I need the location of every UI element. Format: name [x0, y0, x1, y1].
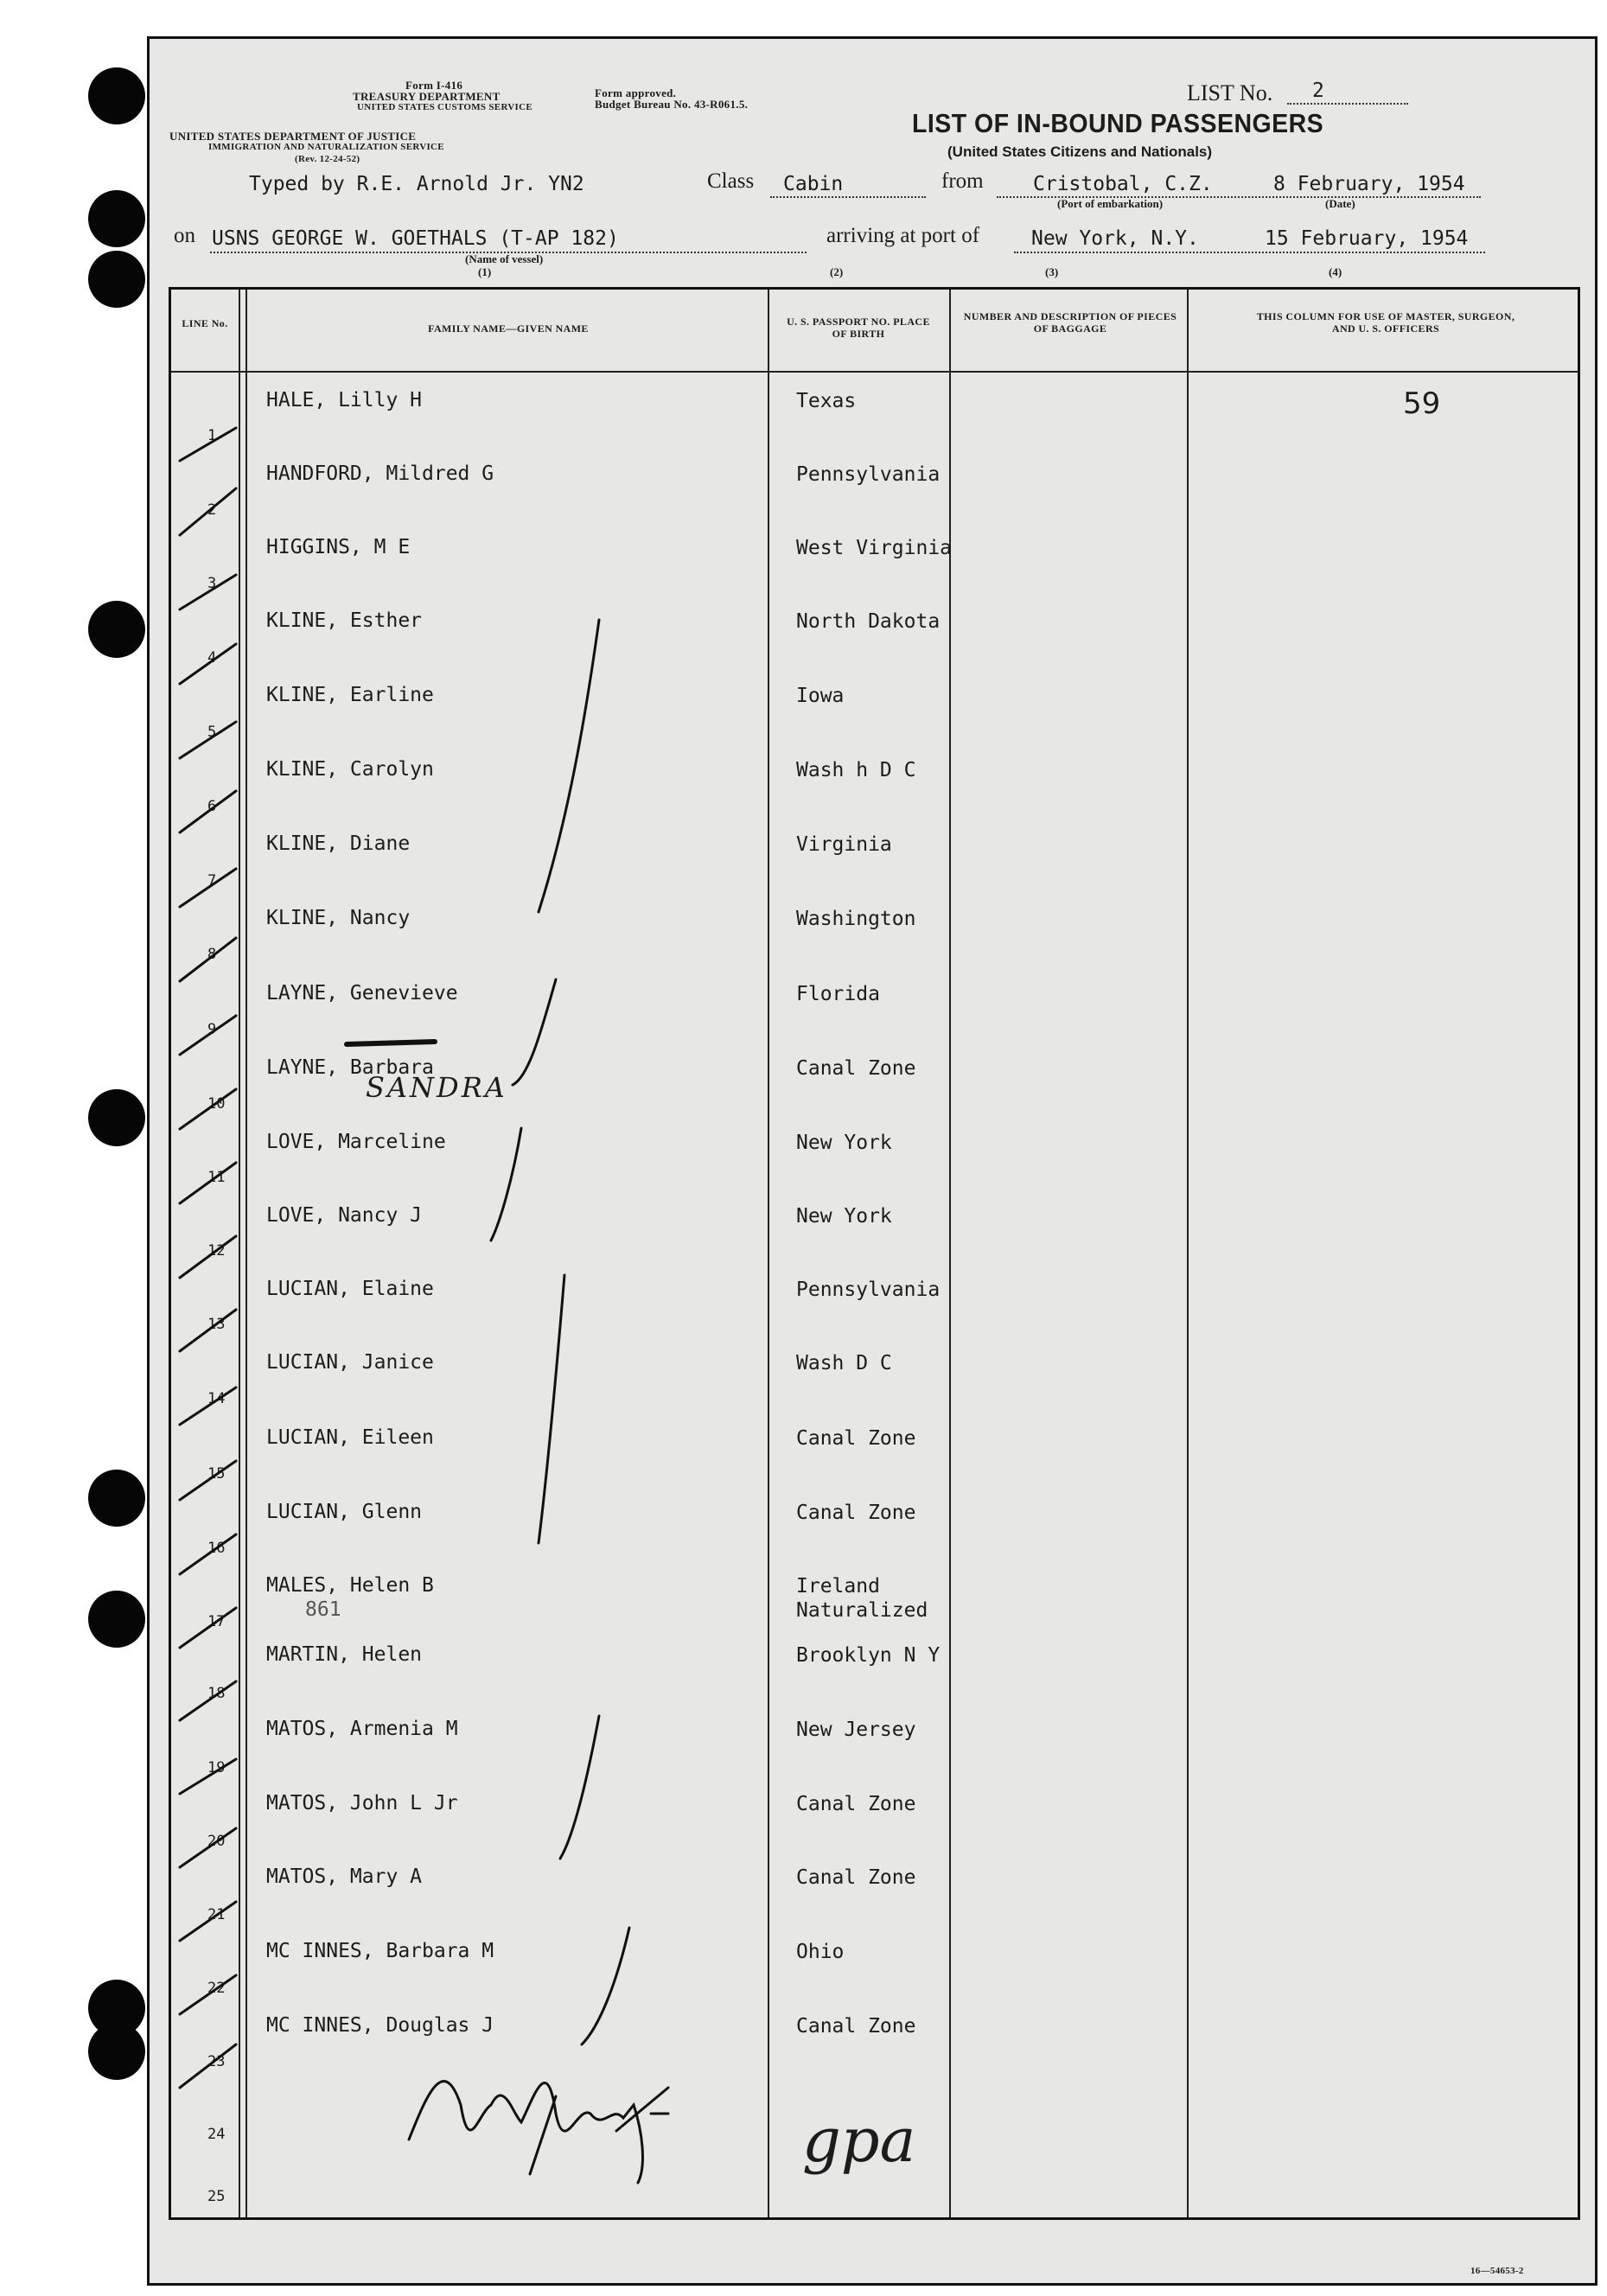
- passenger-name: LOVE, Marceline: [266, 1131, 446, 1153]
- passenger-name: MARTIN, Helen: [266, 1643, 423, 1666]
- passenger-birthplace: Ireland: [796, 1575, 880, 1598]
- line-number: 15: [207, 1465, 226, 1483]
- form-footer-code: 16—54653-2: [1470, 2266, 1524, 2276]
- form-approved: Form approved.: [595, 86, 677, 99]
- line-number: 17: [207, 1613, 226, 1630]
- line-number: 6: [207, 798, 217, 815]
- vessel-name: USNS GEORGE W. GOETHALS (T-AP 182): [212, 227, 619, 250]
- line-number: 3: [207, 575, 217, 592]
- passenger-name: LAYNE, Genevieve: [266, 982, 458, 1004]
- line-number: 2: [207, 501, 217, 519]
- line-number: 10: [207, 1095, 226, 1113]
- arrival-date: 15 February, 1954: [1265, 227, 1469, 250]
- col-header-passport: U. S. PASSPORT NO. PLACE OF BIRTH: [787, 316, 930, 340]
- passenger-birthplace: Canal Zone: [796, 1502, 916, 1524]
- manifest-page: [147, 36, 1597, 2286]
- line-number: 11: [207, 1169, 226, 1186]
- passenger-name: KLINE, Nancy: [266, 907, 411, 929]
- officer-note: 59: [1403, 386, 1441, 421]
- class-label: Class: [707, 169, 755, 193]
- passenger-birthplace: North Dakota: [796, 610, 941, 633]
- passenger-birthplace: Canal Zone: [796, 1866, 916, 1889]
- passenger-name: HIGGINS, M E: [266, 536, 411, 558]
- passenger-birthplace: New York: [796, 1205, 892, 1228]
- passenger-name: HALE, Lilly H: [266, 389, 423, 411]
- budget-bureau: Budget Bureau No. 43-R061.5.: [595, 98, 749, 111]
- passenger-birthplace: New York: [796, 1132, 892, 1154]
- punch-hole: [88, 190, 145, 247]
- punch-hole: [88, 1591, 145, 1648]
- vessel-caption: (Name of vessel): [465, 252, 544, 265]
- line-number: 24: [207, 2126, 226, 2143]
- col2-caption: (2): [830, 265, 844, 278]
- passenger-name: MC INNES, Douglas J: [266, 2014, 494, 2037]
- passenger-name: MATOS, Mary A: [266, 1866, 423, 1888]
- typed-by: Typed by R.E. Arnold Jr. YN2: [249, 173, 584, 195]
- passenger-birthplace: Florida: [796, 983, 880, 1005]
- col3-caption: (3): [1045, 265, 1059, 278]
- arriving-label: arriving at port of: [826, 224, 980, 247]
- line-number: 22: [207, 1980, 226, 1997]
- list-label: LIST No.: [1187, 80, 1273, 105]
- line-number: 18: [207, 1685, 226, 1702]
- passenger-name: LAYNE, Barbara: [266, 1056, 434, 1079]
- line-number: 16: [207, 1540, 226, 1557]
- revision-date: (Rev. 12-24-52): [295, 154, 360, 164]
- passenger-birthplace: Pennsylvania: [796, 1279, 941, 1301]
- form-number: Form I-416: [405, 79, 463, 92]
- line-number: 20: [207, 1833, 226, 1850]
- passenger-table: [169, 287, 1580, 2220]
- customs-service: UNITED STATES CUSTOMS SERVICE: [357, 102, 533, 112]
- line-number: 4: [207, 649, 217, 666]
- passenger-name: MALES, Helen B: [266, 1574, 434, 1597]
- passenger-birthplace: Virginia: [796, 833, 892, 856]
- port-caption: (Port of embarkation): [1057, 197, 1164, 210]
- passenger-birthplace: Iowa: [796, 685, 845, 707]
- line-number: 25: [207, 2188, 226, 2205]
- line-number: 14: [207, 1390, 226, 1407]
- passenger-naturalized: Naturalized: [796, 1599, 928, 1622]
- passenger-birthplace: New Jersey: [796, 1719, 916, 1741]
- col1-caption: (1): [478, 265, 492, 278]
- line-number: 7: [207, 872, 217, 890]
- passenger-birthplace: Brooklyn N Y: [796, 1644, 941, 1667]
- passenger-birthplace: West Virginia: [796, 537, 953, 559]
- passenger-name: LOVE, Nancy J: [266, 1204, 423, 1227]
- page-subtitle: (United States Citizens and Nationals): [947, 144, 1213, 160]
- passenger-birthplace: Canal Zone: [796, 1427, 916, 1450]
- handwritten-initials: gpa: [802, 2105, 916, 2176]
- passenger-birthplace: Ohio: [796, 1941, 845, 1963]
- line-number: 21: [207, 1906, 226, 1923]
- class-value: Cabin: [783, 173, 844, 195]
- passenger-name: LUCIAN, Elaine: [266, 1278, 434, 1300]
- passenger-extra-mark: 861: [305, 1598, 341, 1621]
- line-number: 5: [207, 724, 217, 741]
- passenger-name: LUCIAN, Glenn: [266, 1501, 423, 1523]
- punch-hole: [88, 1470, 145, 1527]
- passenger-birthplace: Wash D C: [796, 1352, 892, 1374]
- port-of-embarkation: Cristobal, C.Z.: [1033, 173, 1213, 195]
- col-header-baggage: NUMBER AND DESCRIPTION OF PIECES OF BAGGAGE: [963, 310, 1177, 335]
- passenger-birthplace: Canal Zone: [796, 1057, 916, 1080]
- line-number: 13: [207, 1316, 226, 1333]
- line-number: 23: [207, 2053, 226, 2070]
- punch-hole: [88, 601, 145, 658]
- line-number: 8: [207, 946, 217, 963]
- line-number: 19: [207, 1759, 226, 1776]
- punch-hole: [88, 1089, 145, 1146]
- col4-caption: (4): [1329, 265, 1342, 278]
- passenger-name: MC INNES, Barbara M: [266, 1940, 494, 1962]
- handwritten-correction: SANDRA: [366, 1071, 507, 1104]
- arrival-port: New York, N.Y.: [1031, 227, 1199, 250]
- passenger-name: MATOS, Armenia M: [266, 1718, 458, 1740]
- passenger-name: MATOS, John L Jr: [266, 1792, 458, 1814]
- ins-service: IMMIGRATION AND NATURALIZATION SERVICE: [208, 142, 444, 152]
- col-header-line-no: LINE No.: [182, 317, 228, 329]
- page-title: LIST OF IN-BOUND PASSENGERS: [912, 108, 1324, 138]
- passenger-name: LUCIAN, Janice: [266, 1351, 434, 1374]
- justice-dept: UNITED STATES DEPARTMENT OF JUSTICE: [169, 130, 417, 143]
- punch-hole: [88, 67, 145, 124]
- passenger-birthplace: Washington: [796, 908, 916, 930]
- col-header-name: FAMILY NAME—GIVEN NAME: [428, 322, 589, 335]
- list-number: 2: [1312, 80, 1324, 102]
- passenger-name: KLINE, Carolyn: [266, 758, 434, 781]
- line-number: 9: [207, 1021, 217, 1038]
- embarkation-date: 8 February, 1954: [1273, 173, 1465, 195]
- passenger-name: LUCIAN, Eileen: [266, 1426, 434, 1449]
- passenger-name: KLINE, Diane: [266, 832, 411, 855]
- punch-hole: [88, 2023, 145, 2080]
- punch-hole: [88, 251, 145, 308]
- treasury-dept: TREASURY DEPARTMENT: [353, 90, 501, 103]
- passenger-birthplace: Canal Zone: [796, 2015, 916, 2038]
- passenger-birthplace: Pennsylvania: [796, 463, 941, 486]
- on-label: on: [174, 224, 195, 247]
- passenger-birthplace: Texas: [796, 390, 857, 412]
- line-number: 1: [207, 427, 217, 444]
- line-number: 12: [207, 1242, 226, 1260]
- date-caption: (Date): [1325, 197, 1355, 210]
- passenger-birthplace: Canal Zone: [796, 1793, 916, 1815]
- from-label: from: [941, 169, 984, 193]
- passenger-name: KLINE, Esther: [266, 609, 423, 632]
- passenger-birthplace: Wash h D C: [796, 759, 916, 781]
- passenger-name: HANDFORD, Mildred G: [266, 462, 494, 485]
- passenger-name: KLINE, Earline: [266, 684, 434, 706]
- col-header-officers: THIS COLUMN FOR USE OF MASTER, SURGEON, AND U. S. OFFICERS: [1256, 310, 1515, 335]
